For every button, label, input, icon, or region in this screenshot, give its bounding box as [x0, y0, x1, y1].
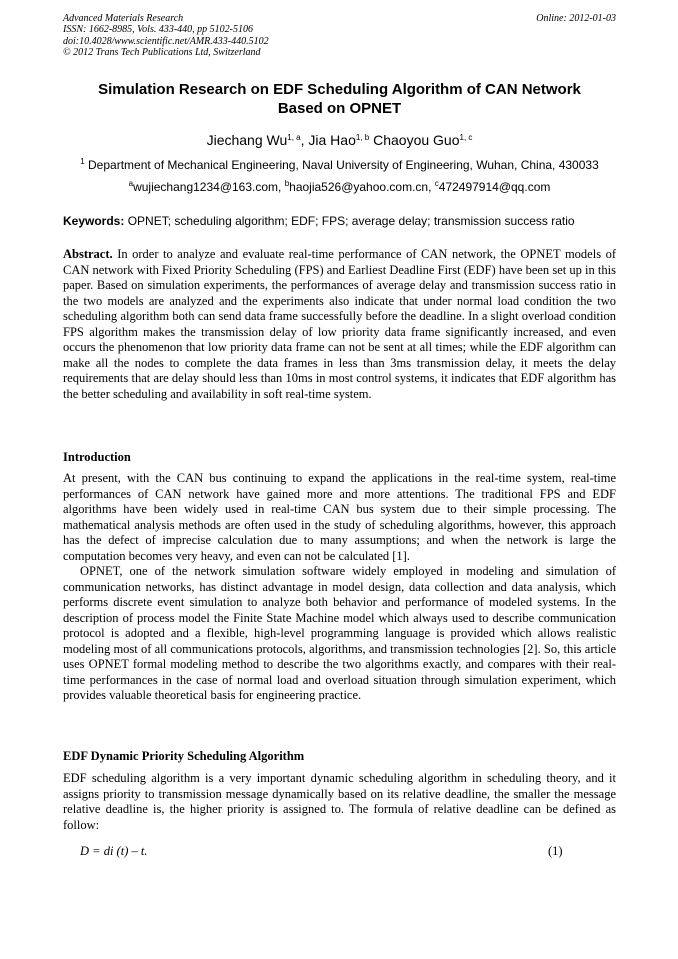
- journal-copyright: © 2012 Trans Tech Publications Ltd, Switzerland: [63, 46, 261, 58]
- paragraph: At present, with the CAN bus continuing to expand the applications in the real-time system, real-time performances of CAN network have gained more and more attentions. The traditional FPS and EDF algorithms have been widely used in real-time CAN bus system due to their simple processing. The mathematical analysis methods are often used in the study of scheduling algorithms, however, this approach has the defect of imprecise calculation due to many assumptions; and when the network is large the computation becomes very heavy, and even can not be calculated [1].: [63, 471, 616, 563]
- equation-number: (1): [548, 844, 563, 858]
- email-address[interactable]: haojia526@yahoo.com.cn,: [289, 180, 435, 194]
- journal-header: [63, 13, 616, 58]
- keywords: [63, 214, 616, 229]
- keywords-text: OPNET; scheduling algorithm; EDF; FPS; average delay; transmission success ratio: [127, 214, 575, 228]
- introduction-body: [63, 471, 616, 704]
- equation: D = di (t) – t.: [80, 844, 148, 858]
- journal-doi: doi:10.4028/www.scientific.net/AMR.433-440.5102: [63, 35, 269, 47]
- author-name: Jiechang Wu: [206, 132, 288, 148]
- paper-title-line-1: Simulation Research on EDF Scheduling Algorithm of CAN Network: [98, 81, 581, 98]
- journal-info: [63, 13, 616, 58]
- paragraph: OPNET, one of the network simulation software widely employed in modeling and simulation of communication networks, has distinct advantage in model design, data collection and data analysis, which performs discrete event simulation to analyze both behavior and performance of modeled systems. In the description of process model the Finite State Machine model which always used to describe communication protocol is adopted and a flexible, high-level programming language is provided which allows realistic modeling most of all communications protocols, algorithms, and transmission technologies [2]. So, this article uses OPNET formal modeling method to describe the two algorithms exactly, and compares with their real-time performances in the case of normal load and overload situation through simulation experiment, which provides valuable theoretical basis for engineering practice.: [63, 564, 616, 702]
- paper-title-line-2: Based on OPNET: [277, 100, 402, 117]
- author-name: Jia Hao: [308, 132, 356, 148]
- email-superscript: c: [434, 179, 439, 188]
- section-heading-introduction: Introduction: [63, 450, 131, 464]
- online-date: Online: 2012-01-03: [536, 13, 616, 24]
- journal-name: Advanced Materials Research: [63, 13, 184, 24]
- section-heading-edf: EDF Dynamic Priority Scheduling Algorithm: [63, 749, 305, 763]
- abstract-label: Abstract.: [63, 247, 113, 261]
- journal-issn: ISSN: 1662-8985, Vols. 433-440, pp 5102-5106: [63, 24, 253, 36]
- author-superscript: 1, c: [459, 133, 473, 142]
- email-address[interactable]: wujiechang1234@163.com,: [133, 180, 285, 194]
- affiliation-text: Department of Mechanical Engineering, Naval University of Engineering, Wuhan, China, 430033: [88, 158, 599, 172]
- keywords-label: Keywords:: [63, 214, 125, 228]
- author-list: Jiechang Wu$^{1, a}$, Jia Hao$^{1, b}$ Chaoyou Guo$^{1, c}$: [206, 132, 473, 148]
- author-emails: [63, 180, 616, 195]
- author-name: Chaoyou Guo: [373, 132, 460, 148]
- paragraph: EDF scheduling algorithm is a very important dynamic scheduling algorithm in scheduling theory, and it assigns priority to transmission message dynamically based on its relative deadline, the smaller the message relative deadline is, the higher priority is assigned to. The formula of relative deadline can be defined as follow:: [63, 771, 616, 832]
- affiliation-superscript: 1: [80, 157, 85, 166]
- email-superscript: a: [128, 179, 134, 188]
- email-address[interactable]: 472497914@qq.com: [438, 180, 551, 194]
- author-superscript: 1, a: [287, 133, 301, 142]
- author-superscript: 1, b: [355, 133, 370, 142]
- email-superscript: b: [284, 179, 290, 188]
- abstract: [63, 247, 616, 402]
- abstract-text: In order to analyze and evaluate real-time performance of CAN network, the OPNET models of CAN network with Fixed Priority Scheduling (FPS) and Earliest Deadline First (EDF) have been set up in this paper. Based on simulation experiments, the performances of average delay and transmission success ratio in the two models are analyzed and the experiments also indicate that under normal load condition the two scheduling algorithm both can send data frame successfully before the deadline. In a slight overload condition FPS algorithm makes the transmission delay of low priority data frame significantly increased, and even occurs the phenomenon that low priority data frame can not be sent at all times; while the EDF algorithm can make all the nodes to complete the data frames in less than 3ms transmission delay, it meets the delay requirements that are delay should less than 10ms in most control systems, it indicates that EDF algorithm has the better scheduling and availability in soft real-time system.: [63, 247, 617, 401]
- affiliation: [63, 158, 616, 173]
- edf-section-body: [63, 771, 616, 833]
- paper-title: [63, 80, 616, 118]
